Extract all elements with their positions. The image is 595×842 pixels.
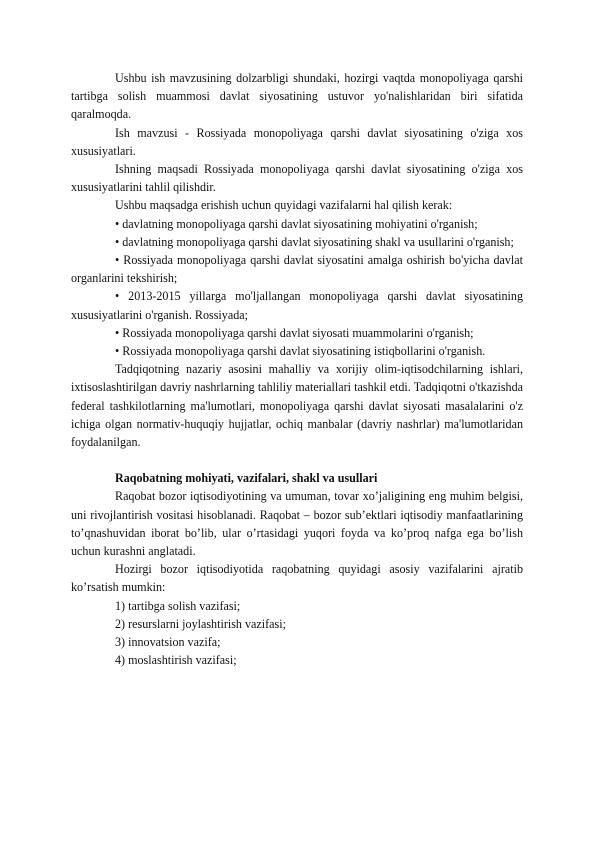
task-item: • Rossiyada monopoliyaga qarshi davlat siyosatining istiqbollarini o'rganish. (115, 344, 486, 359)
section-heading: Raqobatning mohiyati, vazifalari, shakl va usullari (115, 471, 378, 486)
document-page (71, 69, 523, 670)
task-item: • davlatning monopoliyaga qarshi davlat siyosatining mohiyatini o'rganish; (115, 216, 478, 231)
task-item: • 2013-2015 yillarga mo'ljallangan monopoliyaga qarshi davlat siyosatining xususiyatlarini o'rganish. Rossiyada; (71, 289, 523, 322)
paragraph-functions-intro: Hozirgi bozor iqtisodiyotida raqobatning quyidagi asosiy vazifalarini ajratib ko’rsatish mumkin: (71, 562, 523, 595)
paragraph-goal: Ishning maqsadi Rossiyada monopoliyaga qarshi davlat siyosatining o'ziga xos xususiyatlarini tahlil qilishdir. (71, 162, 523, 195)
list-item: 1) tartibga solish vazifasi; (115, 598, 241, 613)
list-item: 4) moslashtirish vazifasi; (115, 653, 237, 668)
paragraph-competition-definition: Raqobat bozor iqtisodiyotining va umuman, tovar xo’jaligining eng muhim belgisi, uni rivojlantirish vositasi hisoblanadi. Raqobat – bozor sub’ektlari iqtisodiy manfaatlarining to’qnashuvidan iborat bo’lib, ular o’rtasidagi yuqori foyda va ko’proq nafga ega bo’lish uchun kurashni anglatadi. (71, 489, 523, 559)
paragraph-theoretical-basis: Tadqiqotning nazariy asosini mahalliy va xorijiy olim-iqtisodchilarning ishlari, ixtisoslashtirilgan davriy nashrlarning tahliliy materiallari tashkil etdi. Tadqiqotni o'tkazishda federal tashkilotlarning ma'lumotlari, monopoliyaga qarshi davlat siyosati masalalarini o'z ichiga olgan normativ-huquqiy hujjatlar, ochiq manbalar (davriy nashrlar) ma'lumotlaridan foydalanilgan. (71, 362, 523, 450)
list-item: 2) resurslarni joylashtirish vazifasi; (115, 616, 286, 631)
paragraph-relevance: Ushbu ish mavzusining dolzarbligi shundaki, hozirgi vaqtda monopoliyaga qarshi tartibga solish muammosi davlat siyosatining ustuvor yo'nalishlaridan biri sifatida qaralmoqda. (71, 71, 523, 122)
task-item: • Rossiyada monopoliyaga qarshi davlat siyosatini amalga oshirish bo'yicha davlat organlarini tekshirish; (71, 253, 523, 286)
list-item: 3) innovatsion vazifa; (115, 635, 221, 650)
task-item: • Rossiyada monopoliyaga qarshi davlat siyosati muammolarini o'rganish; (115, 325, 474, 340)
paragraph-topic: Ish mavzusi - Rossiyada monopoliyaga qarshi davlat siyosatining o'ziga xos xususiyatlari. (71, 125, 523, 158)
task-item: • davlatning monopoliyaga qarshi davlat siyosatining shakl va usullarini o'rganish; (115, 234, 514, 249)
paragraph-tasks-intro: Ushbu maqsadga erishish uchun quyidagi vazifalarni hal qilish kerak: (115, 198, 453, 213)
